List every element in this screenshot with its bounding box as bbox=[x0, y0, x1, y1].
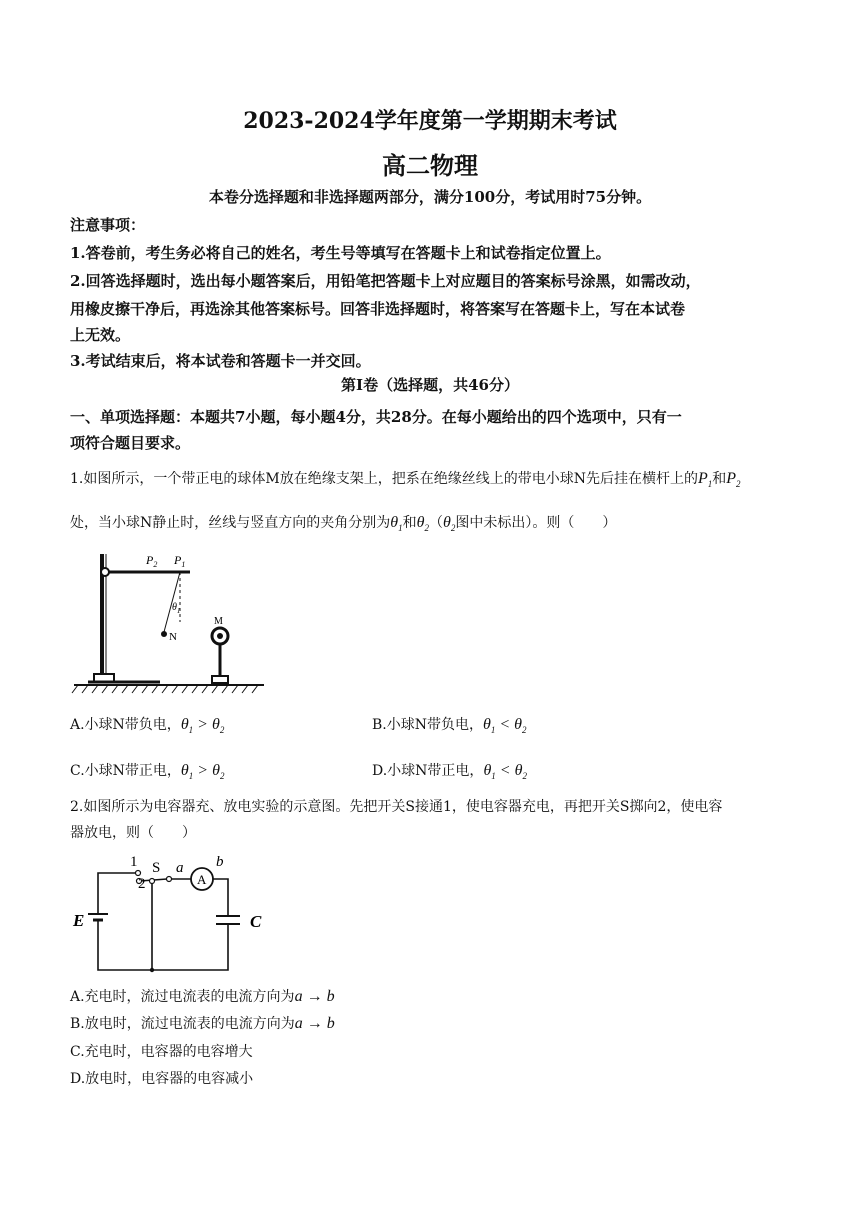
q2-stem-line2: 器放电，则（ ） bbox=[70, 825, 196, 841]
q2-circuit-figure bbox=[70, 850, 270, 976]
q1-option-b[interactable]: B.小球N带负电，$\theta_1 < \theta_2$ bbox=[372, 716, 527, 736]
symbol-theta: θ bbox=[390, 514, 399, 531]
label-p1: $P_1$ bbox=[174, 553, 186, 569]
support-base bbox=[212, 676, 228, 683]
section-instruction-cont: 项符合题目要求。 bbox=[70, 434, 191, 452]
note-item: 用橡皮擦干净后，再选涂其他答案标号。回答非选择题时，将答案写在答题卡上，写在本试卷 bbox=[70, 300, 686, 318]
q1-text: 和 bbox=[402, 515, 417, 531]
q2-stem-line1: 2.如图所示为电容器充、放电实验的示意图。先把开关S接通1，使电容器充电，再把开关S掷向2，使电容 bbox=[70, 799, 723, 815]
label-a: a bbox=[176, 860, 184, 876]
subscript: 1 bbox=[707, 479, 713, 490]
wire-top-left bbox=[98, 873, 136, 914]
label-p2: $P_2$ bbox=[146, 553, 158, 569]
q2-option-c[interactable]: C.充电时，电容器的电容增大 bbox=[70, 1044, 253, 1060]
q2-option-a[interactable]: A.充电时，流过电流表的电流方向为a → b bbox=[70, 988, 335, 1005]
q1-figure bbox=[68, 544, 268, 694]
symbol-theta: θ bbox=[442, 514, 451, 531]
label-terminal-1: 1 bbox=[130, 854, 138, 870]
ball-n bbox=[161, 631, 167, 637]
exam-intro: 本卷分选择题和非选择题两部分，满分100分，考试用时75分钟。 bbox=[208, 188, 652, 206]
symbol-p: P bbox=[697, 470, 708, 487]
q1-option-a[interactable]: A.小球N带负电，$\theta_1 > \theta_2$ bbox=[70, 716, 225, 736]
label-n: N bbox=[169, 631, 177, 643]
label-e: E bbox=[73, 911, 85, 930]
wire-right bbox=[213, 879, 228, 916]
q1-option-c[interactable]: C.小球N带正电，$\theta_1 > \theta_2$ bbox=[70, 762, 225, 782]
q2-option-d[interactable]: D.放电时，电容器的电容减小 bbox=[70, 1071, 254, 1087]
note-item: 1.答卷前，考生务必将自己的姓名，考生号等填写在答题卡上和试卷指定位置上。 bbox=[70, 244, 611, 262]
label-terminal-2: 2 bbox=[138, 876, 146, 892]
label-switch-s: S bbox=[152, 860, 161, 876]
q1-option-d[interactable]: D.小球N带正电，$\theta_1 < \theta_2$ bbox=[372, 762, 527, 782]
q1-text: 和 bbox=[712, 471, 727, 487]
q1-stem-line1 bbox=[70, 468, 810, 489]
q1-text: （ bbox=[428, 515, 443, 531]
q1-text: 1.如图所示，一个带正电的球体M放在绝缘支架上，把系在绝缘丝线上的带电小球N先后挂在横杆上的 bbox=[70, 471, 698, 487]
subscript: 2 bbox=[424, 523, 429, 534]
clamp bbox=[101, 568, 109, 576]
symbol-p: P bbox=[726, 470, 737, 487]
q1-stem-line2 bbox=[70, 512, 810, 533]
label-theta1: $\theta_1$ bbox=[172, 602, 181, 615]
note-item: 3.考试结束后，将本试卷和答题卡一并交回。 bbox=[70, 352, 371, 370]
section-instruction: 一、单项选择题：本题共7小题，每小题4分，共28分。在每小题给出的四个选项中，只有一 bbox=[70, 408, 682, 426]
ammeter-label: A bbox=[197, 872, 207, 887]
subscript: 1 bbox=[398, 523, 403, 534]
label-c: C bbox=[250, 912, 262, 931]
label-m: M bbox=[214, 616, 223, 627]
wire-bottom bbox=[98, 920, 228, 970]
label-b: b bbox=[216, 854, 224, 870]
subject-title: 高二物理 bbox=[382, 151, 478, 180]
note-item: 上无效。 bbox=[70, 326, 131, 344]
section-title: 第Ⅰ卷（选择题，共46分） bbox=[341, 376, 519, 394]
subscript: 2 bbox=[736, 479, 741, 490]
exam-title: 2023-2024学年度第一学期期末考试 bbox=[243, 108, 617, 134]
subscript: 2 bbox=[450, 523, 456, 534]
note-item: 2.回答选择题时，选出每小题答案后，用铅笔把答题卡上对应题目的答案标号涂黑，如需改动， bbox=[70, 272, 701, 290]
symbol-theta: θ bbox=[416, 514, 425, 531]
notes-heading: 注意事项： bbox=[70, 216, 146, 234]
q1-text: 处，当小球N静止时，丝线与竖直方向的夹角分别为 bbox=[70, 515, 391, 531]
q1-text: 图中未标出）。则（ ） bbox=[455, 515, 617, 531]
q2-option-b[interactable]: B.放电时，流过电流表的电流方向为a → b bbox=[70, 1015, 335, 1032]
